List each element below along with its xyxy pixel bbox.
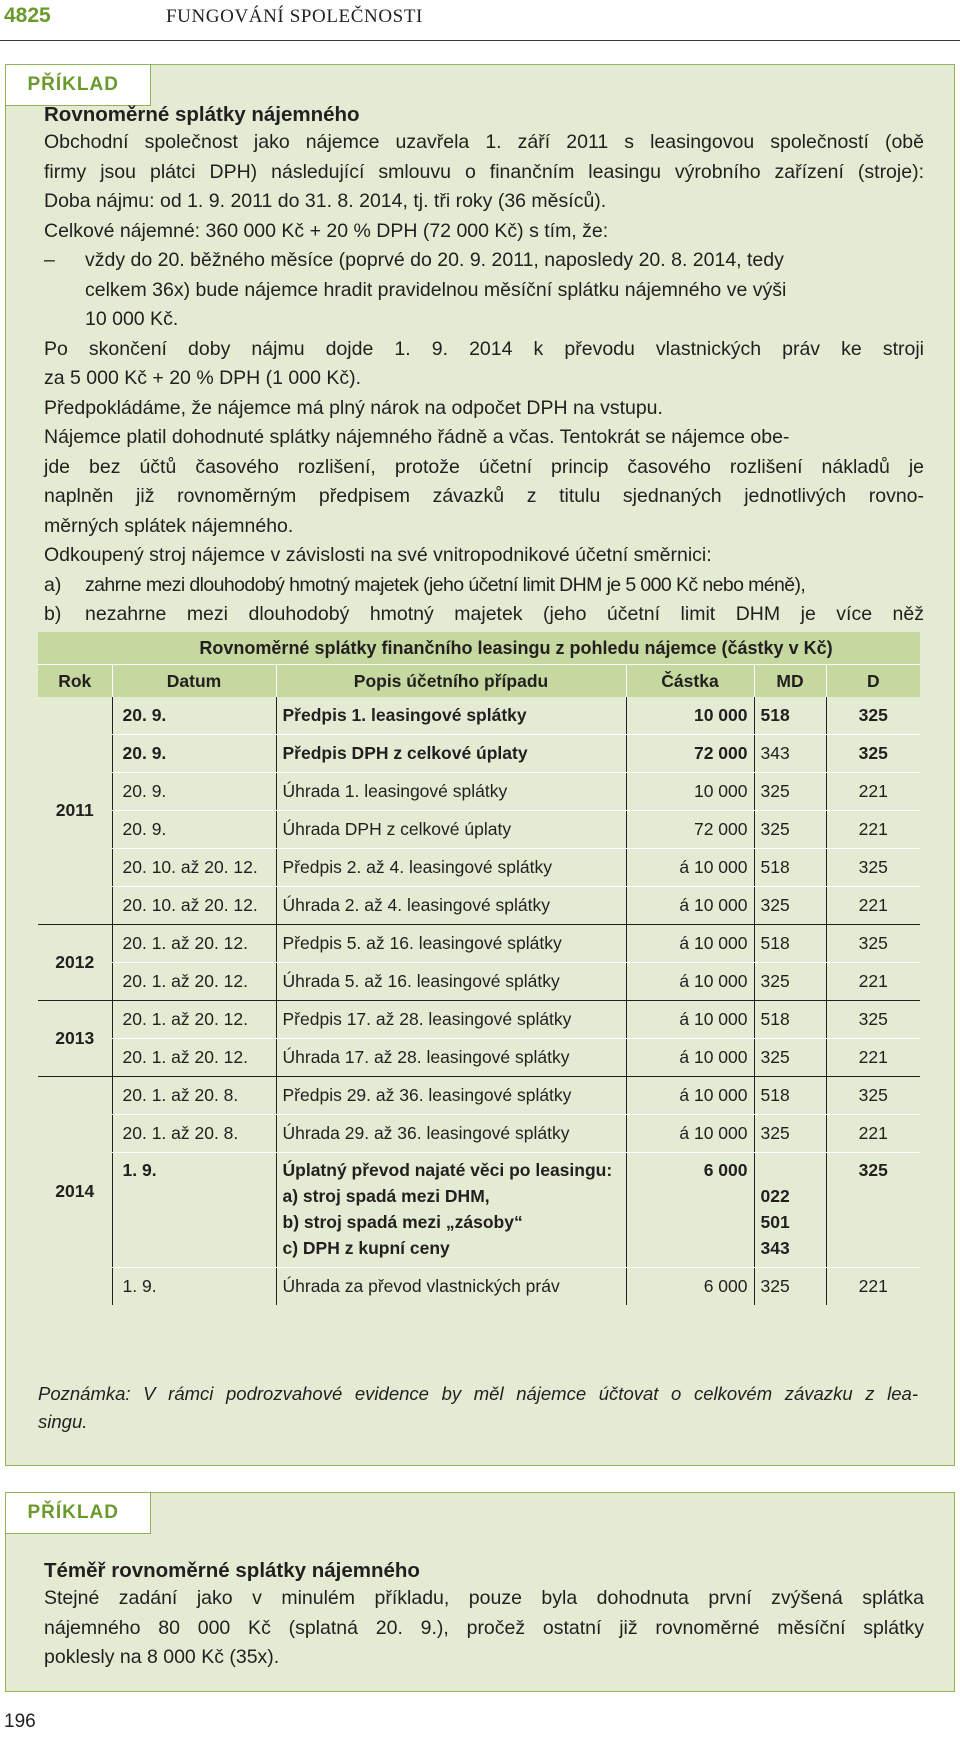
md-cell: 325 [754,1115,826,1153]
description-line: b) stroj spadá mezi „zásoby“ [282,1212,523,1232]
amount-cell: 72 000 [626,811,754,849]
table-row [38,849,920,887]
d-cell: 221 [826,1039,920,1077]
year-cell: 2012 [38,925,112,1001]
note-line: Poznámka: V rámci podrozvahové evidence by měl nájemce účtovat o celkovém závazku z lea- [38,1383,918,1404]
d-cell: 221 [826,887,920,925]
dash-line [44,305,924,335]
option-b-text: nezahrne mezi dlouhodobý hmotný majetek (jeho účetní limit DHM je více něž [85,603,924,625]
body-line: jde bez účtů časového rozlišení, protože účetní princip časového rozlišení nákladů je [44,455,924,478]
amount-cell: á 10 000 [626,925,754,963]
year-cell: 2013 [38,1001,112,1077]
table-row [38,1001,920,1039]
option-a-mark: a) [44,573,62,596]
col-header-amount: Částka [626,665,754,698]
date-cell: 20. 1. až 20. 12. [112,1039,276,1077]
page-number-bottom: 196 [4,1711,36,1732]
option-a [44,571,924,601]
description-cell: Úhrada 5. až 16. leasingové splátky [276,963,626,1001]
body-line: Stejné zadání jako v minulém příkladu, pouze byla dohodnuta první zvýšená splátka [44,1587,924,1609]
d-cell: 221 [826,1115,920,1153]
md-cell [754,1153,826,1268]
table-row [38,697,920,735]
table-row [38,811,920,849]
description-cell: Předpis 1. leasingové splátky [276,697,626,735]
body-line: poklesly na 8 000 Kč (35x). [44,1646,280,1668]
example-body [44,128,924,659]
body-line: Celkové nájemné: 360 000 Kč + 20 % DPH (72 000 Kč) s tím, že: [44,219,609,242]
table-row [38,773,920,811]
page-number-top: 4825 [4,4,51,27]
body-line: Obchodní společnost jako nájemce uzavřela 1. září 2011 s leasingovou společností (obě [44,131,924,153]
dash-text: vždy do 20. běžného měsíce (poprvé do 20. 9. 2011, naposledy 20. 8. 2014, tedy [85,249,784,271]
table-row [38,963,920,1001]
year-cell: 2014 [55,1180,95,1201]
body-line: Nájemce platil dohodnuté splátky nájemného řádně a včas. Tentokrát se nájemce obe- [44,426,790,448]
col-header-md: MD [754,665,826,698]
option-b [44,600,924,630]
date-cell: 20. 10. až 20. 12. [112,887,276,925]
d-cell: 325 [826,697,920,735]
amount-cell: á 10 000 [626,1039,754,1077]
example-title: Rovnoměrné splátky nájemného [44,103,360,126]
description-cell: Úhrada 1. leasingové splátky [276,773,626,811]
body-line: nájemného 80 000 Kč (splatná 20. 9.), pročež ostatní již rovnoměrné měsíční splátky [44,1616,924,1639]
md-cell: 325 [754,963,826,1001]
example-tag: PŘÍKLAD [5,64,151,106]
md-line: 501 [760,1212,790,1232]
md-line [761,1157,820,1183]
description-cell: Úhrada 2. až 4. leasingové splátky [276,887,626,925]
date-cell: 20. 1. až 20. 8. [112,1077,276,1115]
option-a-text: zahrne mezi dlouhodobý hmotný majetek (jeho účetní limit DHM je 5 000 Kč nebo méně), [85,573,806,596]
amount-cell: 6 000 [626,1268,754,1306]
col-header-d: D [826,665,920,698]
dash-text: celkem 36x) bude nájemce hradit pravidelnou měsíční splátku nájemného ve výši [85,278,787,301]
table-row [38,735,920,773]
md-cell: 518 [754,697,826,735]
amount-cell: 10 000 [626,773,754,811]
md-cell: 325 [754,887,826,925]
date-cell: 1. 9. [112,1268,276,1306]
date-cell: 20. 1. až 20. 12. [112,963,276,1001]
amount-cell: á 10 000 [626,1077,754,1115]
body-line: měrných splátek nájemného. [44,514,294,537]
d-cell: 325 [826,1001,920,1039]
d-cell: 325 [826,1077,920,1115]
option-b-mark: b) [44,603,62,625]
date-cell: 20. 1. až 20. 8. [112,1115,276,1153]
col-header-year: Rok [38,665,112,698]
date-cell: 20. 10. až 20. 12. [112,849,276,887]
description-line: a) stroj spadá mezi DHM, [282,1186,490,1206]
date-cell: 20. 9. [112,735,276,773]
d-cell: 325 [826,849,920,887]
md-cell: 518 [754,849,826,887]
table-header-row [38,665,920,698]
example-title: Téměř rovnoměrné splátky nájemného [44,1559,420,1582]
description-line: c) DPH z kupní ceny [282,1238,450,1258]
body-line: Odkoupený stroj nájemce v závislosti na své vnitropodnikové účetní směrnici: [44,544,712,566]
amount-cell: 6 000 [626,1153,754,1268]
md-cell: 518 [754,925,826,963]
date-cell: 20. 9. [112,773,276,811]
table-row [38,1115,920,1153]
dash-line [44,276,924,306]
date-cell: 20. 9. [112,697,276,735]
body-line: naplněn již rovnoměrným předpisem závazků z titulu sjednaných jednotlivých rovno- [44,485,924,507]
description-cell: Předpis 2. až 4. leasingové splátky [276,849,626,887]
page-header [0,0,960,41]
body-line: Předpokládáme, že nájemce má plný nárok na odpočet DPH na vstupu. [44,396,663,419]
amount-cell: 72 000 [626,735,754,773]
md-cell: 325 [754,773,826,811]
table-row [38,925,920,963]
d-cell: 221 [826,773,920,811]
description-cell [276,1153,626,1268]
description-cell: Předpis DPH z celkové úplaty [276,735,626,773]
body-line: Po skončení doby nájmu dojde 1. 9. 2014 k převodu vlastnických práv ke stroji [44,337,924,360]
table-note [38,1380,918,1436]
dash-line [44,246,924,276]
table-row [38,887,920,925]
body-line: firmy jsou plátci DPH) následující smlouvu o finančním leasingu výrobního zařízení (stroje): [44,160,924,183]
dash-mark: – [44,249,55,271]
date-cell: 20. 9. [112,811,276,849]
col-header-description: Popis účetního případu [276,665,626,698]
description-cell: Úhrada 29. až 36. leasingové splátky [276,1115,626,1153]
d-cell: 221 [826,811,920,849]
date-cell: 20. 1. až 20. 12. [112,925,276,963]
md-cell: 325 [754,1039,826,1077]
running-title: FUNGOVÁNÍ SPOLEČNOSTI [166,6,423,27]
amount-cell: á 10 000 [626,963,754,1001]
description-cell: Předpis 5. až 16. leasingové splátky [276,925,626,963]
example-tag: PŘÍKLAD [5,1492,151,1534]
d-cell: 221 [826,963,920,1001]
col-header-date: Datum [112,665,276,698]
example-body [44,1584,924,1673]
description-cell: Předpis 17. až 28. leasingové splátky [276,1001,626,1039]
d-cell: 325 [826,925,920,963]
leasing-table [38,632,920,1305]
body-line: za 5 000 Kč + 20 % DPH (1 000 Kč). [44,367,362,389]
md-line: 343 [760,1238,790,1258]
md-cell: 325 [754,1268,826,1306]
d-cell: 221 [826,1268,920,1306]
description-line: Úplatný převod najaté věci po leasingu: [282,1160,613,1180]
date-cell: 20. 1. až 20. 12. [112,1001,276,1039]
description-cell: Úhrada DPH z celkové úplaty [276,811,626,849]
md-line: 022 [760,1186,790,1206]
md-cell: 518 [754,1001,826,1039]
note-line: singu. [38,1411,88,1432]
table-row [38,1268,920,1306]
amount-cell: á 10 000 [626,887,754,925]
amount-cell: á 10 000 [626,1115,754,1153]
body-line: Doba nájmu: od 1. 9. 2011 do 31. 8. 2014, tj. tři roky (36 měsíců). [44,190,607,212]
table-title: Rovnoměrné splátky finančního leasingu z pohledu nájemce (částky v Kč) [112,632,920,665]
dash-text: 10 000 Kč. [85,308,179,330]
amount-cell: á 10 000 [626,1001,754,1039]
table-row [38,1039,920,1077]
table-row [38,1077,920,1115]
amount-cell: á 10 000 [626,849,754,887]
table-row [38,1153,920,1268]
md-cell: 343 [754,735,826,773]
year-cell: 2011 [38,697,112,925]
md-cell: 518 [754,1077,826,1115]
table-title-row [38,632,920,665]
description-cell: Předpis 29. až 36. leasingové splátky [276,1077,626,1115]
amount-cell: 10 000 [626,697,754,735]
date-cell: 1. 9. [112,1153,276,1268]
md-cell: 325 [754,811,826,849]
description-cell: Úhrada 17. až 28. leasingové splátky [276,1039,626,1077]
d-cell: 325 [826,735,920,773]
d-cell: 325 [826,1153,920,1268]
description-cell: Úhrada za převod vlastnických práv [276,1268,626,1306]
example-box-2 [5,1492,955,1692]
